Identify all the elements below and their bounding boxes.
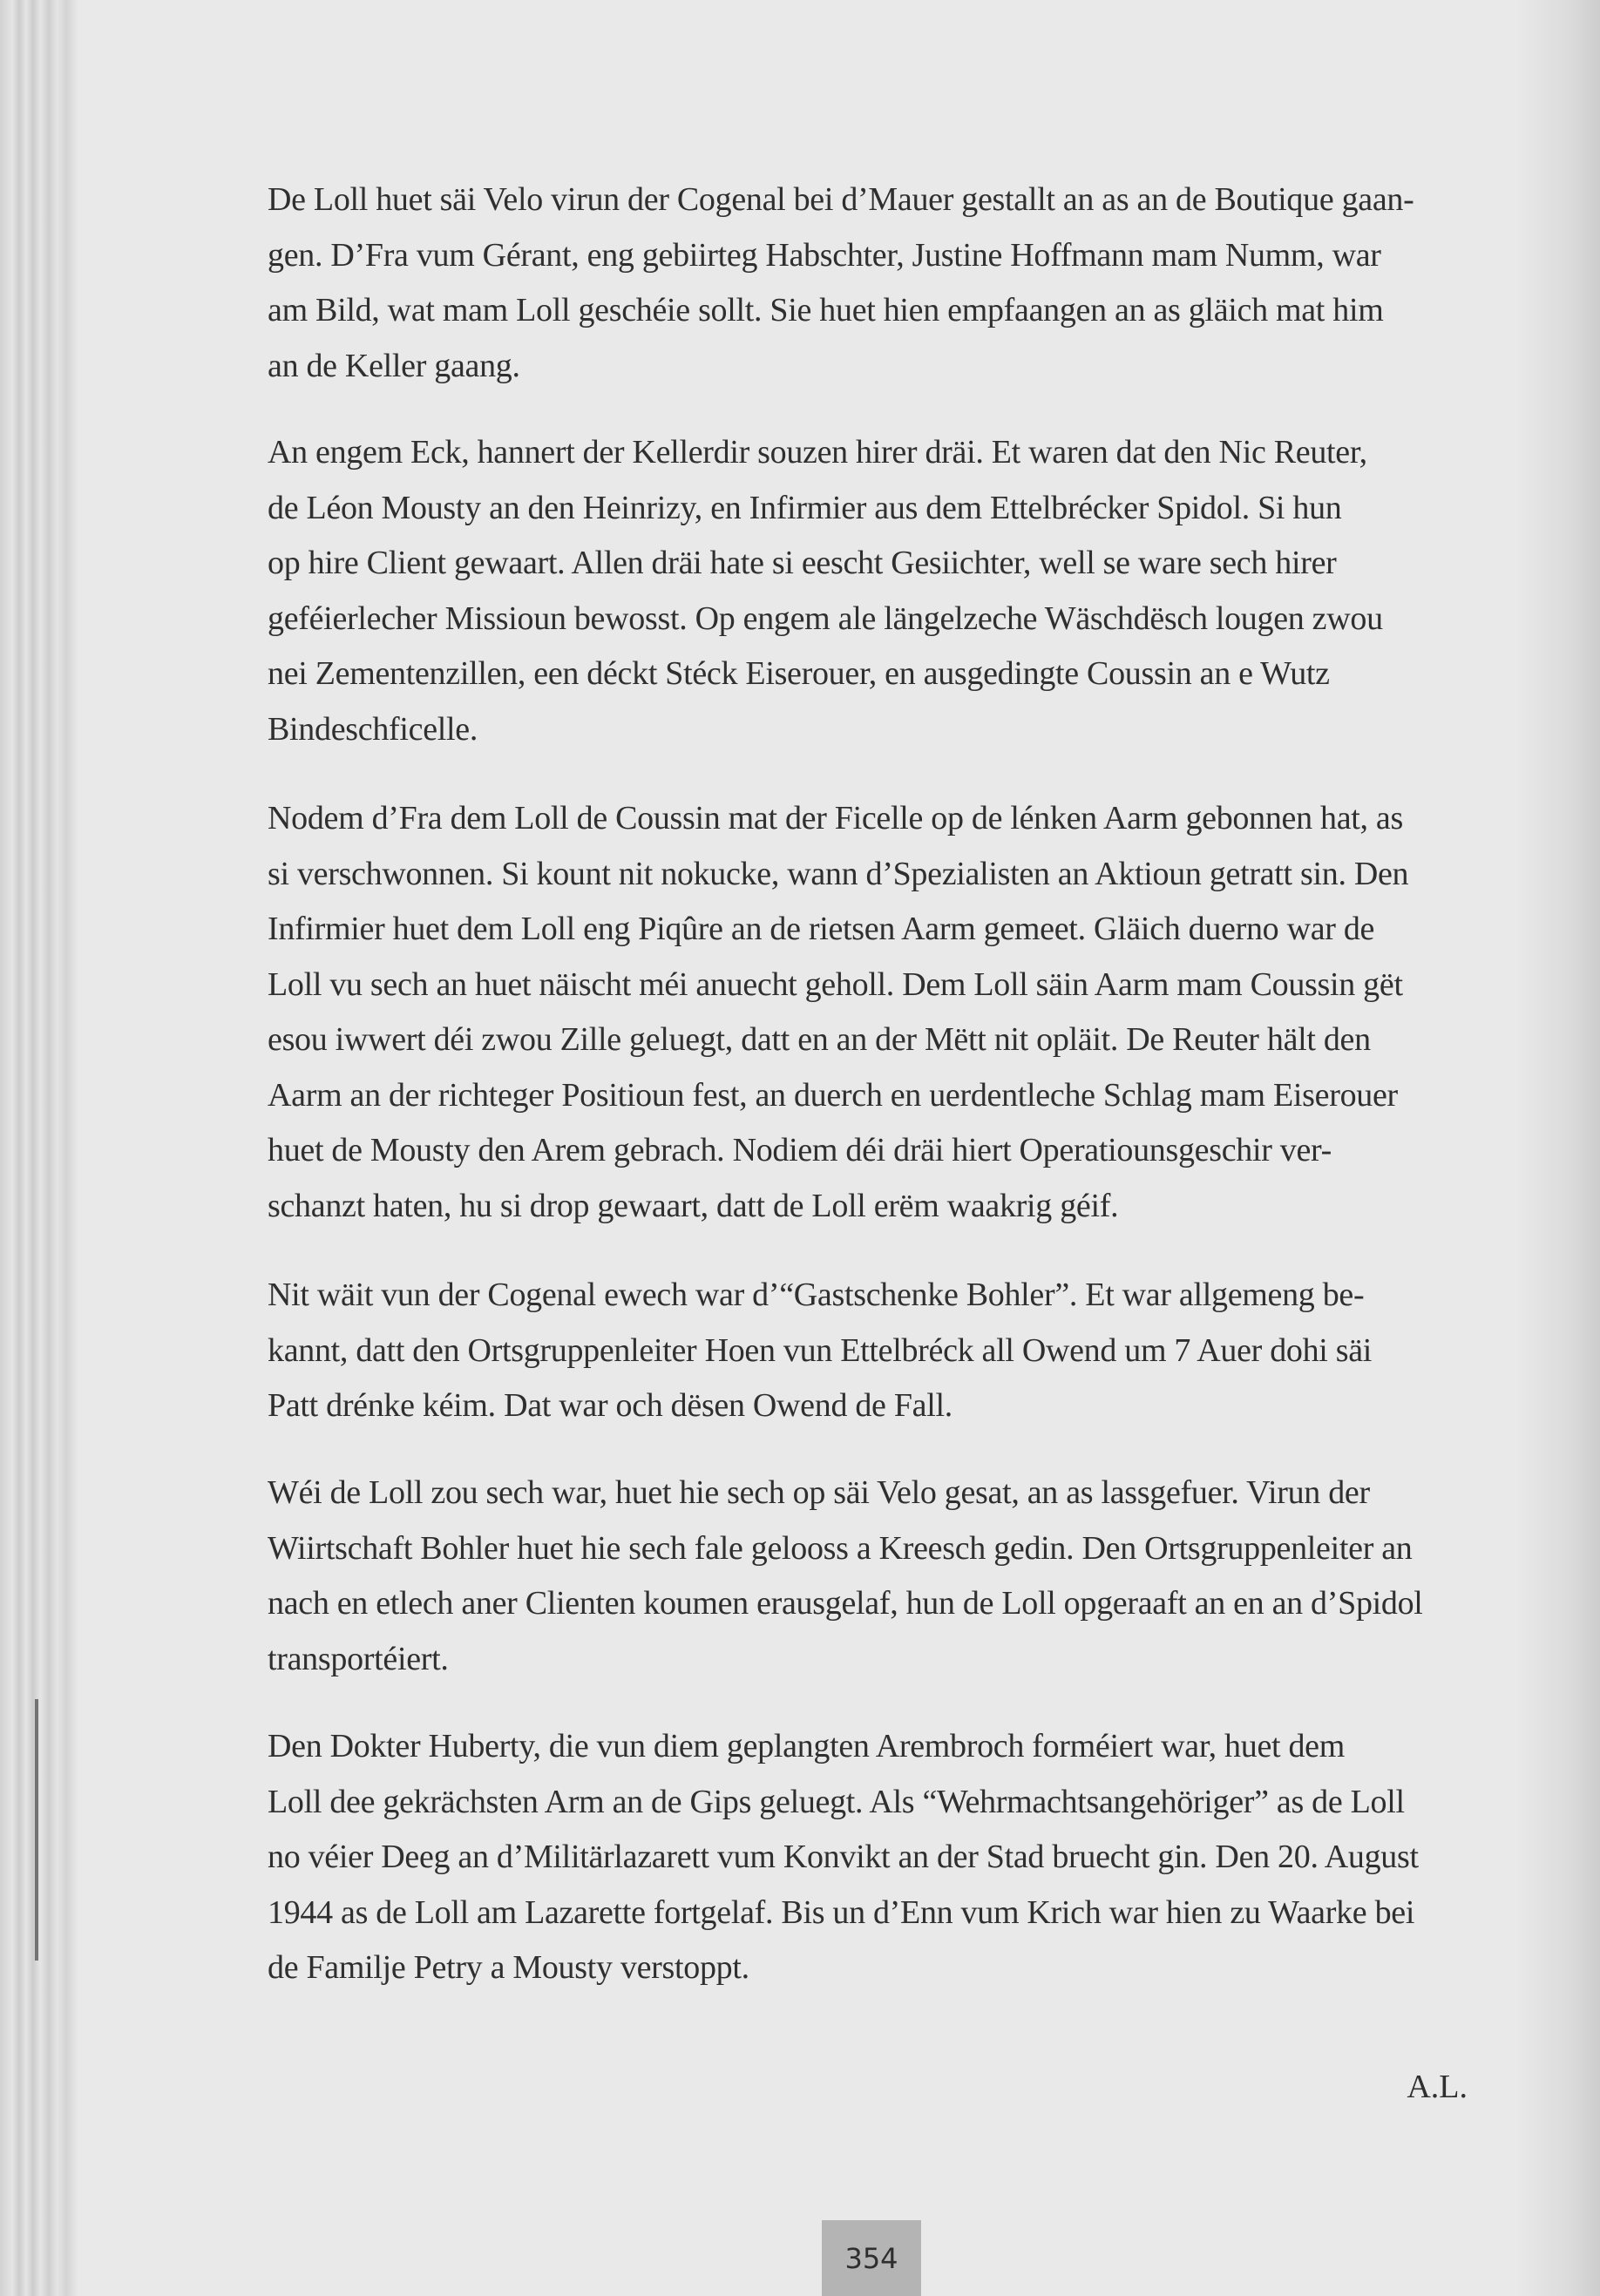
text-line: schanzt haten, hu si drop gewaart, datt de Loll erëm waakrig géif. <box>268 1187 1119 1224</box>
text-line: Wiirtschaft Bohler huet hie sech fale gelooss a Kreesch gedin. Den Ortsgruppenleiter an <box>268 1529 1413 1567</box>
text-line: Wéi de Loll zou sech war, huet hie sech op säi Velo gesat, an as lassgefuer. Virun der <box>268 1474 1370 1511</box>
text-line: kannt, datt den Ortsgruppenleiter Hoen vun Ettelbréck all Owend um 7 Auer dohi säi <box>268 1331 1373 1369</box>
text-line: an de Keller gaang. <box>268 347 520 384</box>
text-line: nei Zementenzillen, een déckt Stéck Eiserouer, en ausgedingte Coussin an e Wutz <box>268 655 1330 692</box>
text-line: De Loll huet säi Velo virun der Cogenal bei d’Mauer gestallt an as an de Boutique gaan- <box>268 181 1414 218</box>
text-line: Patt drénke kéim. Dat war och dësen Owend de Fall. <box>268 1387 953 1424</box>
text-line: Nodem d’Fra dem Loll de Coussin mat der Ficelle op de lénken Aarm gebonnen hat, as <box>268 800 1403 836</box>
text-line: si verschwonnen. Si kount nit nokucke, wann d’Spezialisten an Aktioun getratt sin. Den <box>268 855 1409 892</box>
text-line: An engem Eck, hannert der Kellerdir souzen hirer dräi. Et waren dat den Nic Reuter, <box>268 434 1367 471</box>
text-line: esou iwwert déi zwou Zille geluegt, datt en an der Mëtt nit opläit. De Reuter hält den <box>268 1021 1371 1058</box>
author-signature: A.L. <box>1407 2069 1468 2105</box>
text-line: transportéiert. <box>268 1640 449 1677</box>
text-line: Nit wäit vun der Cogenal ewech war d’“Gastschenke Bohler”. Et war allgemeng be- <box>268 1277 1365 1313</box>
page-number-box <box>822 2220 921 2296</box>
text-line: Loll vu sech an huet näischt méi anuecht geholl. Dem Loll säin Aarm mam Coussin gët <box>268 965 1403 1003</box>
text-line: Infirmier huet dem Loll eng Piqûre an de rietsen Aarm gemeet. Gläich duerno war de <box>268 911 1375 947</box>
text-line: gen. D’Fra vum Gérant, eng gebiirteg Habschter, Justine Hoffmann mam Numm, war <box>268 236 1381 274</box>
text-line: Den Dokter Huberty, die vun diem geplangten Arembroch forméiert war, huet dem <box>268 1728 1346 1764</box>
text-line: am Bild, wat mam Loll geschéie sollt. Sie huet hien empfaangen an as gläich mat him <box>268 292 1384 328</box>
text-line: de Léon Mousty an den Heinrizy, en Infirmier aus dem Ettelbrécker Spidol. Si hun <box>268 489 1342 526</box>
binding-edge-mark <box>35 1699 38 1961</box>
text-line: 1944 as de Loll am Lazarette fortgelaf. Bis un d’Enn vum Krich war hien zu Waarke bei <box>268 1893 1415 1931</box>
text-line: huet de Mousty den Arem gebrach. Nodiem déi dräi hiert Operatiounsgeschir ver- <box>268 1132 1332 1168</box>
text-line: Loll dee gekrächsten Arm an de Gips geluegt. Als “Wehrmachtsangehöriger” as de Loll <box>268 1783 1405 1820</box>
page-number: 354 <box>844 2241 898 2275</box>
text-line: nach en etlech aner Clienten koumen erausgelaf, hun de Loll opgeraaft an en an d’Spidol <box>268 1585 1423 1622</box>
text-line: de Familje Petry a Mousty verstoppt. <box>268 1949 749 1986</box>
text-line: Bindeschficelle. <box>268 710 478 748</box>
text-line: Aarm an der richteger Positioun fest, an duerch en uerdentleche Schlag mam Eiserouer <box>268 1076 1398 1114</box>
text-line: op hire Client gewaart. Allen dräi hate si eescht Gesiichter, well se ware sech hirer <box>268 545 1337 581</box>
text-line: no véier Deeg an d’Militärlazarett vum Konvikt an der Stad bruecht gin. Den 20. August <box>268 1839 1419 1875</box>
text-line: geféierlecher Missioun bewosst. Op engem ale längelzeche Wäschdësch lougen zwou <box>268 599 1383 637</box>
